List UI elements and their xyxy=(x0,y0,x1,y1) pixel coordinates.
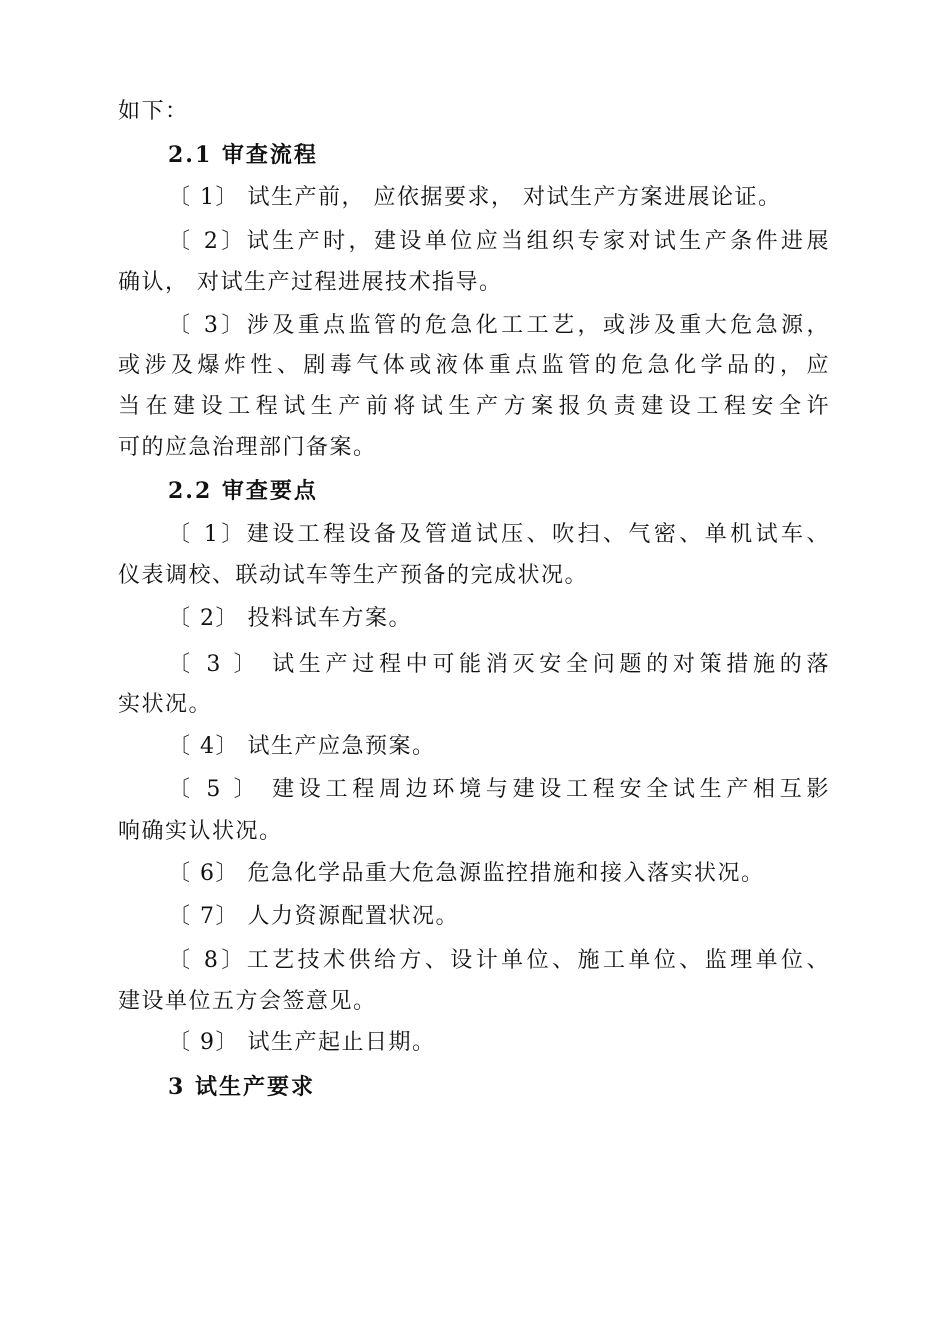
paragraph-line: 〔 7〕 人力资源配置状况。 xyxy=(168,904,459,929)
paragraph-line: 〔 2〕试生产时，建设单位应当组织专家对试生产条件进展 xyxy=(168,229,830,254)
paragraph-line: 建设单位五方会签意见。 xyxy=(118,989,377,1014)
paragraph-line: 〔 1〕建设工程设备及管道试压、吹扫、气密、单机试车、 xyxy=(168,522,830,547)
paragraph-line: 可的应急治理部门备案。 xyxy=(118,435,377,460)
paragraph-line: 〔 3〕涉及重点监管的危急化工工艺，或涉及重大危急源， xyxy=(168,313,830,338)
paragraph-line: 〔 8〕工艺技术供给方、设计单位、施工单位、监理单位、 xyxy=(168,948,830,973)
intro-text: 如下： xyxy=(118,99,189,124)
paragraph-line: 〔 2〕 投料试车方案。 xyxy=(168,606,412,631)
section-heading-3: 3 试生产要求 xyxy=(168,1074,315,1100)
paragraph-line: 〔 1〕 试生产前， 应依据要求， 对试生产方案进展论证。 xyxy=(168,185,782,210)
section-heading-2-2: 2.2 审查要点 xyxy=(168,478,318,504)
paragraph-line: 〔 3 〕 试生产过程中可能消灭安全问题的对策措施的落 xyxy=(168,652,830,677)
paragraph-line: 确认， 对试生产过程进展技术指导。 xyxy=(118,270,503,295)
paragraph-line: 或涉及爆炸性、剧毒气体或液体重点监管的危急化学品的，应 xyxy=(118,353,830,378)
paragraph-line: 仪表调校、联动试车等生产预备的完成状况。 xyxy=(118,563,589,588)
section-heading-2-1: 2.1 审查流程 xyxy=(168,142,318,168)
paragraph-line: 实状况。 xyxy=(118,692,213,717)
paragraph-line: 当在建设工程试生产前将试生产方案报负责建设工程安全许 xyxy=(118,394,830,419)
paragraph-line: 〔 4〕 试生产应急预案。 xyxy=(168,734,436,759)
paragraph-line: 〔 9〕 试生产起止日期。 xyxy=(168,1030,436,1055)
paragraph-line: 响确实认状况。 xyxy=(118,819,283,844)
paragraph-line: 〔 5 〕 建设工程周边环境与建设工程安全试生产相互影 xyxy=(168,777,830,802)
paragraph-line: 〔 6〕 危急化学品重大危急源监控措施和接入落实状况。 xyxy=(168,861,765,886)
